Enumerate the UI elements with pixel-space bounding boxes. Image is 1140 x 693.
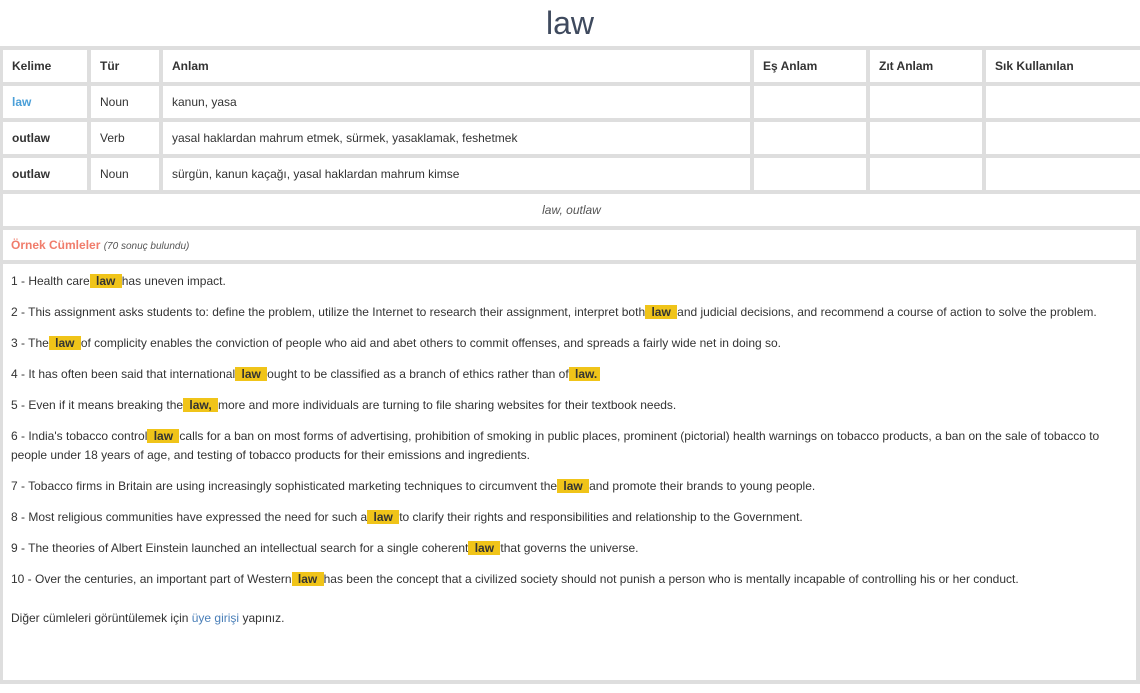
examples-label: Örnek Cümleler	[11, 238, 101, 252]
meaning-cell: yasal haklardan mahrum etmek, sürmek, yasaklamak, feshetmek	[163, 122, 750, 154]
content-frame	[0, 46, 1140, 684]
frequent-cell	[986, 86, 1140, 118]
highlight-keyword: law	[90, 274, 122, 288]
synonym-cell	[754, 158, 866, 190]
highlight-keyword: law	[292, 572, 324, 586]
example-sentence: 9 - The theories of Albert Einstein launched an intellectual search for a single coherent law that governs the universe.	[11, 541, 639, 555]
example-sentence: 10 - Over the centuries, an important part of Western law has been the concept that a civilized society should not punish a person who is mentally incapable of controlling his or her conduct.	[11, 572, 1019, 586]
table-row	[3, 86, 1140, 118]
word-cell: outlaw	[3, 122, 87, 154]
example-sentence: 7 - Tobacco firms in Britain are using increasingly sophisticated marketing techniques to circumvent the law and promote their brands to young people.	[11, 479, 816, 493]
summary-row	[3, 194, 1140, 226]
synonym-cell	[754, 122, 866, 154]
frequent-cell	[986, 158, 1140, 190]
example-sentence: 3 - The law of complicity enables the conviction of people who aid and abet others to commit offenses, and spreads a fairly wide net in doing so.	[11, 336, 782, 350]
example-sentence: 1 - Health care law has uneven impact.	[11, 274, 226, 288]
antonym-cell	[870, 122, 982, 154]
highlight-keyword: law	[557, 479, 589, 493]
table-header-row	[3, 50, 1140, 82]
example-sentence: 2 - This assignment asks students to: define the problem, utilize the Internet to research their assignment, interpret both law and judicial decisions, and recommend a course of action to solve the problem.	[11, 305, 1097, 319]
highlight-keyword: law	[49, 336, 81, 350]
examples-list	[3, 264, 1136, 680]
highlight-keyword: law.	[569, 367, 601, 381]
examples-count: (70 sonuç bulundu)	[103, 241, 190, 252]
type-cell: Noun	[91, 158, 159, 190]
column-header-synonym: Eş Anlam	[754, 50, 866, 82]
word-summary: law, outlaw	[3, 194, 1140, 226]
highlight-keyword: law	[367, 510, 399, 524]
word-link[interactable]: law	[3, 86, 87, 118]
login-prompt: Diğer cümleleri görüntülemek için üye girişi yapınız.	[11, 611, 285, 625]
column-header-frequent: Sık Kullanılan	[986, 50, 1140, 82]
column-header-word: Kelime	[3, 50, 87, 82]
example-sentence: 6 - India's tobacco control law calls for a ban on most forms of advertising, prohibition of smoking in public places, prominent (pictorial) health warnings on tobacco products, a ban on the sale of tobacco to people under 18 years of age, and testing of tobacco products for their emissions and ingredients.	[11, 429, 1100, 462]
meaning-cell: sürgün, kanun kaçağı, yasal haklardan mahrum kimse	[163, 158, 750, 190]
antonym-cell	[870, 158, 982, 190]
antonym-cell	[870, 86, 982, 118]
column-header-type: Tür	[91, 50, 159, 82]
word-cell: outlaw	[3, 158, 87, 190]
examples-header	[3, 230, 1136, 260]
synonym-cell	[754, 86, 866, 118]
type-cell: Verb	[91, 122, 159, 154]
table-row	[3, 158, 1140, 190]
member-login-link[interactable]: üye girişi	[191, 611, 240, 625]
example-sentence: 4 - It has often been said that international law ought to be classified as a branch of ethics rather than of law.	[11, 365, 1128, 384]
type-cell: Noun	[91, 86, 159, 118]
meaning-cell: kanun, yasa	[163, 86, 750, 118]
highlight-keyword: law	[147, 429, 179, 443]
page-title: law	[545, 5, 594, 41]
table-row	[3, 122, 1140, 154]
column-header-antonym: Zıt Anlam	[870, 50, 982, 82]
example-sentence: 8 - Most religious communities have expressed the need for such a law to clarify their rights and responsibilities and relationship to the Government.	[11, 510, 803, 524]
highlight-keyword: law	[468, 541, 500, 555]
example-sentence: 5 - Even if it means breaking the law, more and more individuals are turning to file sharing websites for their textbook needs.	[11, 398, 677, 412]
word-table	[0, 46, 1140, 230]
column-header-meaning: Anlam	[163, 50, 750, 82]
highlight-keyword: law	[235, 367, 267, 381]
frequent-cell	[986, 122, 1140, 154]
highlight-keyword: law	[645, 305, 677, 319]
highlight-keyword: law,	[183, 398, 218, 412]
